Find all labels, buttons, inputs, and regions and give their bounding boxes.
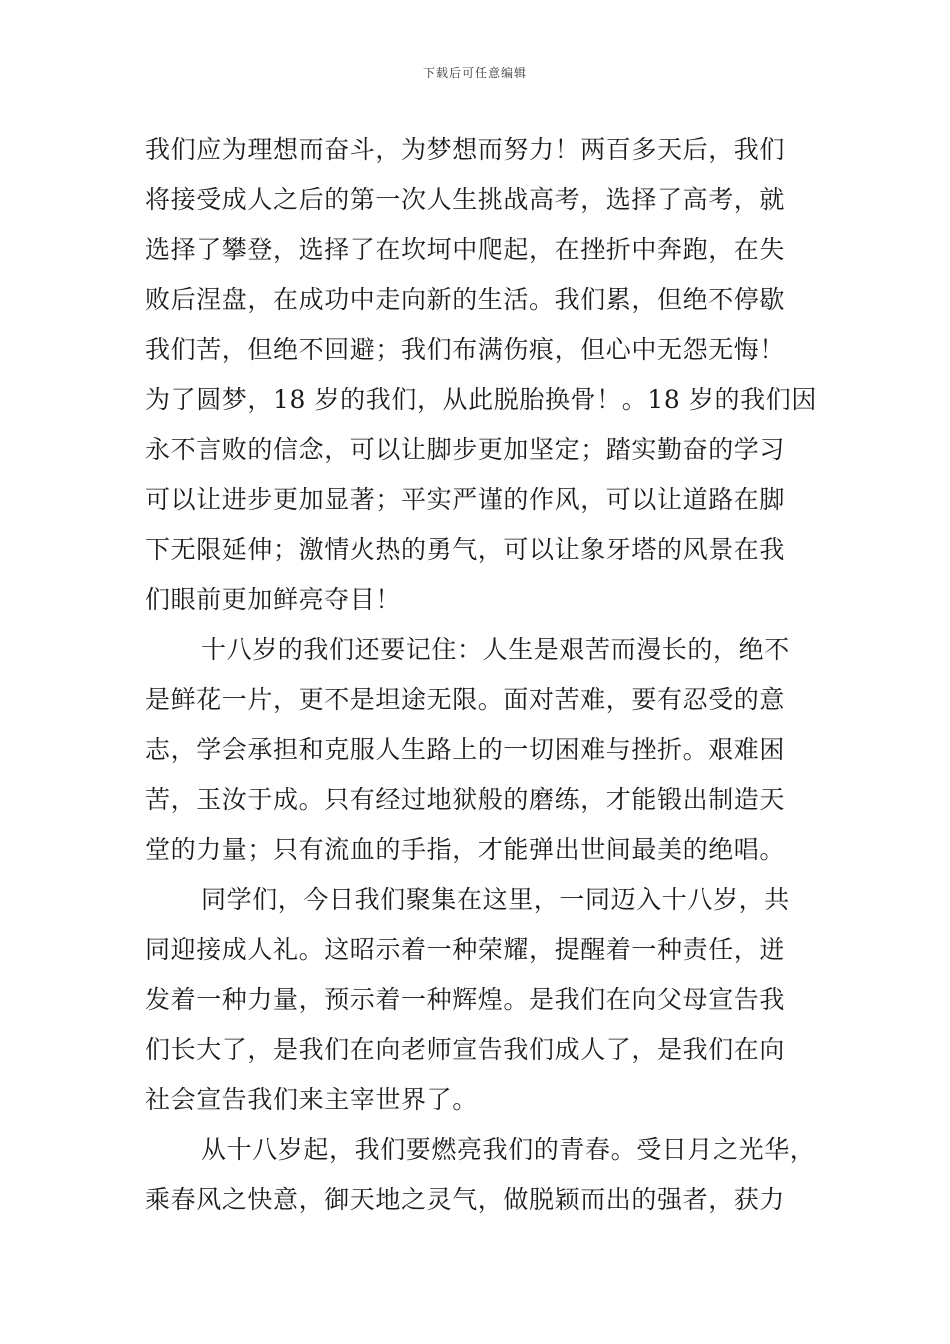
text-line: 为了圆梦，18 岁的我们，从此脱胎换骨！。18 岁的我们因 [145, 385, 817, 414]
text-line: 们长大了，是我们在向老师宣告我们成人了，是我们在向 [145, 1035, 786, 1064]
text-line: 堂的力量；只有流血的手指，才能弹出世间最美的绝唱。 [145, 835, 786, 864]
text-line: 同迎接成人礼。这昭示着一种荣耀，提醒着一种责任，迸 [145, 935, 786, 964]
text-line: 我们苦，但绝不回避；我们布满伤痕，但心中无怨无悔！ [145, 335, 786, 364]
text-line: 我们应为理想而奋斗，为梦想而努力！两百多天后，我们 [145, 135, 786, 164]
text-line: 志，学会承担和克服人生路上的一切困难与挫折。艰难困 [145, 735, 786, 764]
text-line: 发着一种力量，预示着一种辉煌。是我们在向父母宣告我 [145, 985, 786, 1014]
text-line: 可以让进步更加显著；平实严谨的作风，可以让道路在脚 [145, 485, 786, 514]
text-line: 选择了攀登，选择了在坎坷中爬起，在挫折中奔跑，在失 [145, 235, 786, 264]
paragraph-start-line: 从十八岁起，我们要燃亮我们的青春。受日月之光华， [201, 1135, 816, 1164]
text-line: 苦，玉汝于成。只有经过地狱般的磨练，才能锻出制造天 [145, 785, 786, 814]
text-line: 乘春风之快意，御天地之灵气，做脱颖而出的强者，获力 [145, 1185, 786, 1214]
text-line: 败后涅盘，在成功中走向新的生活。我们累，但绝不停歇 [145, 285, 786, 314]
paragraph-start-line: 同学们，今日我们聚集在这里，一同迈入十八岁，共 [201, 885, 790, 914]
text-line: 社会宣告我们来主宰世界了。 [145, 1085, 478, 1114]
text-line: 们眼前更加鲜亮夺目！ [145, 585, 402, 614]
text-line: 是鲜花一片，更不是坦途无限。面对苦难，要有忍受的意 [145, 685, 786, 714]
page-header: 下载后可任意编辑 [422, 66, 527, 80]
text-line: 下无限延伸；激情火热的勇气，可以让象牙塔的风景在我 [145, 535, 786, 564]
document-body [145, 125, 825, 1225]
text-line: 将接受成人之后的第一次人生挑战高考，选择了高考，就 [145, 185, 786, 214]
paragraph-start-line: 十八岁的我们还要记住：人生是艰苦而漫长的，绝不 [201, 635, 790, 664]
text-line: 永不言败的信念，可以让脚步更加坚定；踏实勤奋的学习 [145, 435, 786, 464]
